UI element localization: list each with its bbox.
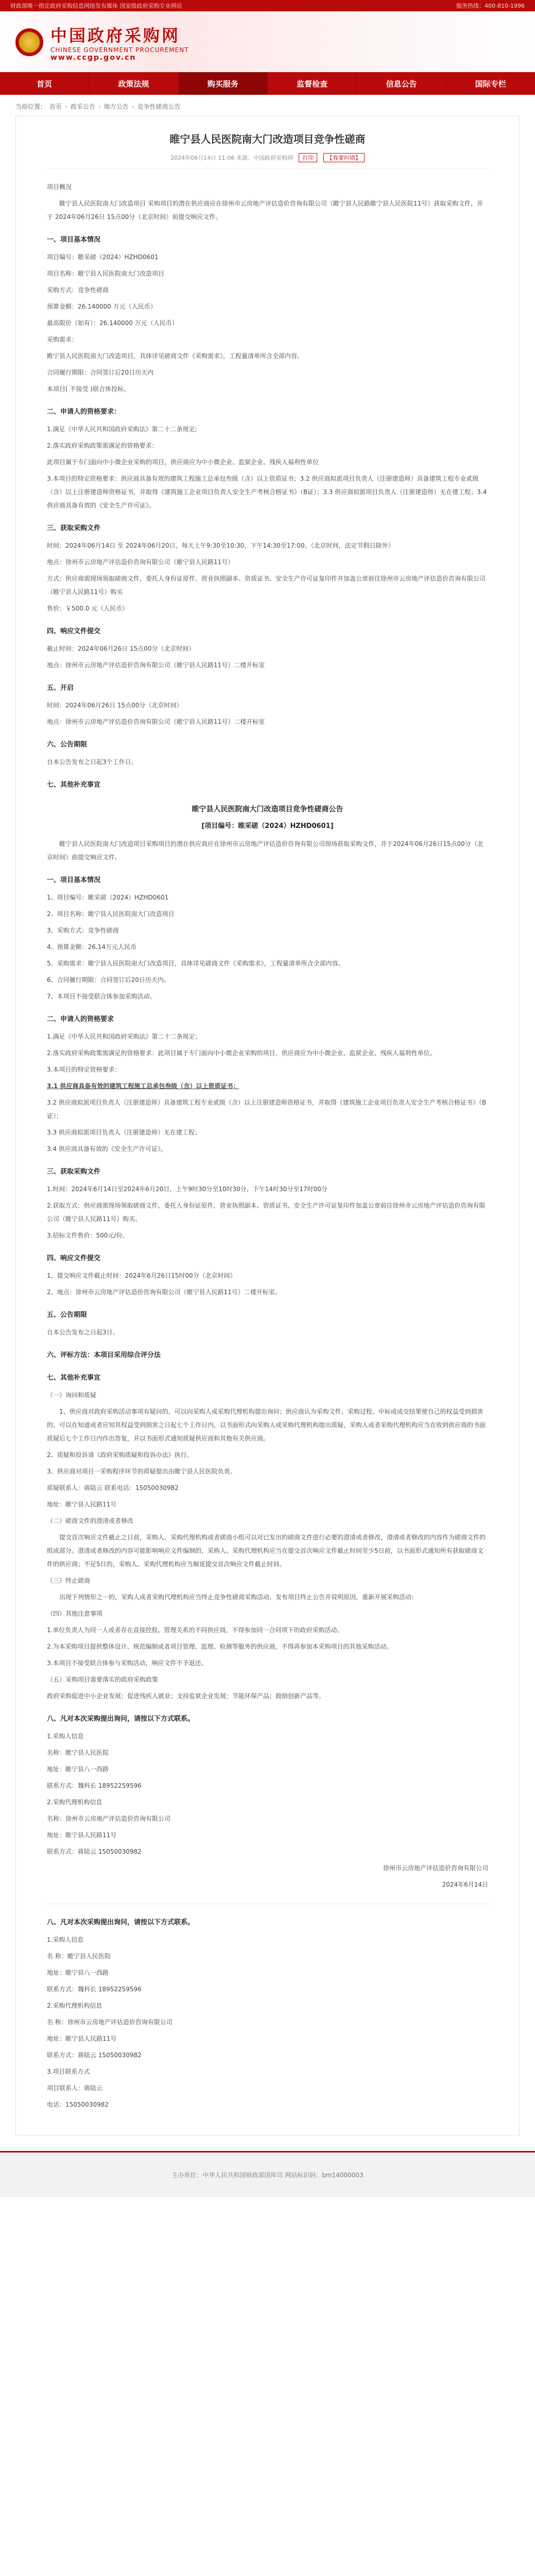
doc-line: 自本公告发布之日起3个工作日。 <box>47 758 137 766</box>
doc-line: 地点：徐州市云房地产评估造价咨询有限公司（睢宁县人民路11号）二楼开标室 <box>47 718 265 725</box>
doc-line: 最高限价（如有）：26.140000 万元（人民币） <box>47 319 178 327</box>
breadcrumb-sep: › <box>98 103 101 110</box>
section-heading: 三、获取采购文件 <box>47 524 101 532</box>
doc-line: 地址：睢宁县八一西路 <box>47 1766 109 1773</box>
doc-line: 时间：2024年06月26日 15点00分（北京时间） <box>47 702 183 709</box>
breadcrumb-notices[interactable]: 政采公告 <box>70 103 95 110</box>
doc-line: 1.采购人信息 <box>47 1733 84 1740</box>
section-heading: 四、响应文件提交 <box>47 1255 101 1262</box>
section-heading: 三、获取采购文件 <box>47 1168 101 1176</box>
article-title: 睢宁县人民医院南大门改造项目竞争性磋商 <box>169 133 366 145</box>
doc-signature: 徐州市云房地产评估造价咨询有限公司 <box>383 1865 488 1872</box>
breadcrumb <box>0 95 535 116</box>
breadcrumb-current[interactable]: 竞争性磋商公告 <box>137 103 181 110</box>
breadcrumb-sep: › <box>131 103 134 110</box>
doc-line: 睢宁县人民医院南大门改造项目采购项目的潜在供应商应在徐州市云房地产评估造价咨询有限公司现场获取采购文件，并于2024年06月26日15点00分（北京时间）前提交响应文件。 <box>47 840 484 861</box>
breadcrumb-label: 当前位置： <box>15 103 47 110</box>
doc-line: （四）其他注意事项 <box>47 1610 103 1617</box>
print-link[interactable]: 打印 <box>299 153 317 162</box>
breadcrumb-local[interactable]: 地方公告 <box>103 103 129 110</box>
logo-url: www.ccgp.gov.cn <box>50 54 136 62</box>
doc-line: 2.采购代理机构信息 <box>47 2002 102 2009</box>
doc-line: 2.获取方式：供应商需现场领取磋商文件，委托人身份证原件，营业执照副本、资质证书、安全生产许可证复印件加盖公章前往徐州市云房地产评估造价咨询有限公司（睢宁县人民路11号）购买。 <box>47 1202 486 1223</box>
doc-line: 2、项目名称：睢宁县人民医院南大门改造项目 <box>47 910 175 918</box>
article-container <box>15 116 520 2136</box>
nav-home[interactable]: 首页 <box>0 72 89 95</box>
nav-announcements[interactable]: 信息公告 <box>357 72 446 95</box>
doc-line: 提交首次响应文件截止之日前，采购人、采购代理机构或者磋商小组可以对已发出的磋商文件进行必要的澄清或者修改，澄清或者修改的内容作为磋商文件的组成部分。澄清或者修改的内容可能影响响应文件编制的，采购人、采购代理机构应当在提交首次响应文件截止时间至少5日前，以书面形式通知所有获取磋商文件的供应商；不足5日的，采购人、采购代理机构应当顺延提交首次响应文件截止时间。 <box>47 1534 486 1568</box>
doc-line: 预算金额：26.140000 万元（人民币） <box>47 303 157 310</box>
doc-line: 3、供应商对项目一采购程序环节的质疑提出由睢宁县人民医院负责。 <box>47 1468 236 1475</box>
doc-line: 此项目属于专门面向中小微企业采购的项目，供应商应为中小微企业、监狱企业、残疾人福利性单位 <box>47 459 319 466</box>
section-heading: 七、其他补充事宜 <box>47 1374 101 1382</box>
nav-policy[interactable]: 政策法规 <box>89 72 178 95</box>
section-heading: 二、申请人的资格要求： <box>47 408 121 416</box>
doc-line: 地址：睢宁县八一西路 <box>47 1969 109 1976</box>
doc-line: 联系方式：魏科长 18952259596 <box>47 1782 142 1789</box>
article-meta-text: 2024年06月14日 11:06 来源：中国政府采购网 <box>170 155 293 161</box>
doc-line: 3.3 供应商拟派项目负责人（注册建造师）无在建工程； <box>47 1129 201 1136</box>
doc-line: 出现下列情形之一的，采购人或者采购代理机构应当终止竞争性磋商采购活动，发布项目终止公告并说明原因，重新开展采购活动： <box>59 1594 418 1601</box>
doc-line: 1.采购人信息 <box>47 1936 84 1943</box>
logo-en: CHINESE GOVERNMENT PROCUREMENT <box>50 46 189 54</box>
doc-line: （五）采购项目需要落实的政府采购政策 <box>47 1676 159 1683</box>
section-heading: 六、评标方法：本项目采用综合评分法 <box>47 1351 161 1359</box>
doc-line: 名称：徐州市云房地产评估造价咨询有限公司 <box>47 1815 171 1822</box>
doc-line: 3.本项目不接受联合体参与采购活动，响应文件不予退还。 <box>47 1659 208 1667</box>
nav-international[interactable]: 国际专栏 <box>475 79 506 89</box>
doc-line: 2.落实政府采购政策需满足的资格要求：此项目属于专门面向中小微企业采购的项目，供应商应为中小微企业、监狱企业、残疾人福利性单位。 <box>47 1049 436 1057</box>
section-heading: 四、响应文件提交 <box>47 628 101 635</box>
doc-line: 名称：睢宁县人民医院 <box>47 1749 109 1756</box>
doc-line: （一）询问和质疑 <box>47 1392 97 1399</box>
doc-line: 睢宁县人民医院南大门改造项目 采购项目的潜在供应商应在徐州市云房地产评估造价咨询有限公司（睢宁县人民路睢宁县人民医院11号）获取采购文件，并于 2024年06月26日 15点00分（北京时间）前提交响应文件。 <box>47 200 484 221</box>
embedded-notice-title: 睢宁县人民医院南大门改造项目竞争性磋商公告 <box>192 805 343 814</box>
doc-line: 电话：15050030982 <box>47 2101 109 2108</box>
doc-line: 5、采购需求：睢宁县人民医院南大门改造项目，具体详见磋商文件《采购需求》，工程量清单所含全部内容。 <box>47 960 344 967</box>
doc-line: （二）磋商文件的澄清或者修改 <box>47 1517 134 1524</box>
breadcrumb-sep: › <box>65 103 67 110</box>
doc-line: 4、预算金额：26.14万元人民币 <box>47 943 136 951</box>
site-footer <box>0 2151 535 2197</box>
national-emblem-icon <box>15 28 43 56</box>
section-heading: 八、凡对本次采购提出询问，请按以下方式联系。 <box>47 1919 195 1926</box>
doc-line: 6、合同履行期限：合同签订后20日历天内。 <box>47 976 170 984</box>
doc-line: 时间：2024年06月14日 至 2024年06月20日，每天上午9:30至10:30，下午14:30至17:00。（北京时间，法定节假日除外） <box>47 542 394 549</box>
doc-line: 3、采购方式：竞争性磋商 <box>47 927 119 934</box>
doc-line: 1、供应商对政府采购活动事项有疑问的，可以向采购人或采购代理机构提出询问；供应商认为采购文件、采购过程、中标或成交结果使自己的权益受到损害的，可以在知道或者应知其权益受到损害之日起七个工作日内，以书面形式向采购人或采购代理机构提出质疑，采购人或者采购代理机构应当在收到供应商的书面质疑后七个工作日内作出答复，并以书面形式通知质疑供应商和其他有关供应商。 <box>47 1408 486 1442</box>
doc-line: 地址：睢宁县人民路11号 <box>47 2035 117 2042</box>
doc-line: 质疑联系人：蒋陆云 联系电话：15050030982 <box>47 1484 179 1492</box>
doc-line: 政府采购促进中小企业发展；促进残疾人就业；支持监狱企业发展；节能环保产品；鼓励创新产品等。 <box>47 1692 325 1700</box>
doc-line: 2、质疑和投诉请《政府采购质疑和投诉办法》执行。 <box>47 1451 193 1459</box>
report-error-link[interactable]: 【我要纠错】 <box>323 153 365 162</box>
doc-line: 1.时间：2024年6月14日至2024年6月20日，上午9时30分至10时30分，下午14时30分至17时00分 <box>47 1185 327 1193</box>
section-heading: 一、项目基本情况 <box>47 236 101 244</box>
doc-line: 方式：供应商需现场领取磋商文件，委托人身份证原件，营业执照副本、资质证书、安全生产许可证复印件并加盖公章前往徐州市云房地产评估造价咨询有限公司（睢宁县人民路11号）购买 <box>47 575 486 596</box>
doc-line: 截止时间：2024年06月26日 15点00分（北京时间） <box>47 645 195 652</box>
doc-line: 3.本项目的特定资格要求：供应商具备有效的建筑工程施工总承包叁级（含）以上资质证书；3.2 供应商拟派项目负责人（注册建造师）具备建筑工程专业贰级（含）以上注册建造师资格证书，并取得《建筑施工企业项目负责人安全生产考核合格证书》（B证）；3.3 供应商拟派项目负责人（注册建造师）无在建工程；3.4 供应商具备有效的《安全生产许可证》。 <box>47 475 487 509</box>
doc-line: 3.项目联系方式 <box>47 2068 90 2075</box>
doc-line: （三）终止磋商 <box>47 1577 91 1584</box>
doc-line: 2.落实政府采购政策需满足的资格要求： <box>47 442 158 449</box>
footer-text: 主办单位：中华人民共和国财政部国库司 网站标识码：bm14000003 <box>171 2172 364 2179</box>
doc-line: 1.满足《中华人民共和国政府采购法》第二十二条规定； <box>47 1033 201 1040</box>
doc-line: 名 称：睢宁县人民医院 <box>47 1953 111 1960</box>
doc-line: 联系方式：魏科长 18952259596 <box>47 1986 142 1993</box>
doc-line: 2.为本采购项目提供整体设计、规范编制或者项目管理、监理、检测等服务的供应商，不得再参加本采购项目的其他采购活动。 <box>47 1643 393 1650</box>
section-heading: 五、开启 <box>47 684 74 692</box>
doc-line: 采购需求： <box>47 336 78 343</box>
doc-line: 自本公告发布之日起3日。 <box>47 1329 119 1336</box>
article-body <box>47 180 488 2111</box>
doc-line: 地址：睢宁县人民路11号 <box>47 1832 117 1839</box>
doc-line: 本项目( 不接受 )联合体投标。 <box>47 385 130 393</box>
doc-line: 售价：￥500.0 元（人民币） <box>47 605 129 612</box>
doc-line: 3.本项目的特定资格要求： <box>47 1066 121 1073</box>
doc-line: 地址：睢宁县人民路11号 <box>47 1501 117 1508</box>
section-heading: 八、凡对本次采购提出询问，请按以下方式联系。 <box>47 1715 195 1723</box>
section-heading: 六、公告期限 <box>47 741 88 749</box>
doc-line: 7、本项目不接受联合体参加采购活动。 <box>47 993 156 1000</box>
doc-line: 3.2 供应商拟派项目负责人（注册建造师）具备建筑工程专业贰级（含）以上注册建造师资格证书，并取得《建筑施工企业项目负责人安全生产考核合格证书》（B证）； <box>47 1099 487 1120</box>
logo-cn: 中国政府采购网 <box>50 26 181 45</box>
doc-line: 项目编号：睢采磋（2024）HZHD0601 <box>47 253 159 261</box>
section-heading: 一、项目基本情况 <box>47 876 101 884</box>
doc-line: 睢宁县人民医院南大门改造项目，具体详见磋商文件《采购需求》，工程量清单所含全部内容。 <box>47 352 304 360</box>
top-info-bar <box>0 0 535 11</box>
doc-line: 3.招标文件售价：500元/份。 <box>47 1232 129 1239</box>
doc-line: 联系方式：蒋陆云 15050030982 <box>47 2052 142 2059</box>
doc-date: 2024年6月14日 <box>442 1881 488 1888</box>
doc-line: 1.满足《中华人民共和国政府采购法》第二十二条规定; <box>47 426 197 433</box>
doc-line: 1.单位负责人为同一人或者存在直接控股、管理关系的不同供应商，不得参加同一合同项下的政府采购活动。 <box>47 1626 343 1634</box>
doc-line: 地点：徐州市云房地产评估造价咨询有限公司（睢宁县人民路11号） <box>47 558 234 566</box>
doc-line: 地点：徐州市云房地产评估造价咨询有限公司（睢宁县人民路11号）二楼开标室 <box>47 662 265 669</box>
top-info-left: 财政部唯一指定政府采购信息网络发布媒体 国家级政府采购专业网站 <box>10 3 182 9</box>
doc-line: 项目联系人：蒋陆云 <box>47 2084 103 2092</box>
site-header <box>0 11 535 72</box>
article-meta <box>47 153 488 169</box>
doc-line: 1、项目编号：睢采磋（2024）HZHD0601 <box>47 894 169 901</box>
embedded-notice-subtitle: [项目编号：睢采磋（2024）HZHD0601] <box>201 822 334 830</box>
hotline: 服务热线：400-810-1996 <box>456 3 525 9</box>
doc-line: 项目概况 <box>47 183 72 191</box>
breadcrumb-home[interactable]: 首页 <box>49 103 62 110</box>
doc-line: 3.1 供应商具备有效的建筑工程施工总承包叁级（含）以上资质证书； <box>47 1082 239 1090</box>
doc-line: 合同履行期限：合同签订后20日历天内 <box>47 369 154 376</box>
doc-line: 1、提交响应文件截止时间：2024年6月26日15时00分（北京时间） <box>47 1272 236 1279</box>
section-heading: 五、公告期限 <box>47 1311 88 1319</box>
doc-line: 2、地点：徐州市云房地产评估造价咨询有限公司（睢宁县人民路11号）二楼开标室。 <box>47 1289 281 1296</box>
doc-line: 名 称：徐州市云房地产评估造价咨询有限公司 <box>47 2019 172 2026</box>
doc-line: 采购方式：竞争性磋商 <box>47 286 109 294</box>
nav-supervision[interactable]: 监督检查 <box>268 72 357 95</box>
main-nav <box>0 72 535 95</box>
doc-line: 2.采购代理机构信息 <box>47 1799 102 1806</box>
section-heading: 二、申请人的资格要求 <box>47 1015 114 1023</box>
nav-purchase-service[interactable]: 购买服务 <box>179 72 268 95</box>
doc-line: 3.4 供应商具备有效的《安全生产许可证》。 <box>47 1145 167 1153</box>
site-logo[interactable] <box>15 23 189 62</box>
section-heading: 七、其他补充事宜 <box>47 781 101 789</box>
doc-line: 项目名称：睢宁县人民医院南大门改造项目 <box>47 270 165 277</box>
doc-line: 联系方式：蒋陆云 15050030982 <box>47 1848 142 1855</box>
